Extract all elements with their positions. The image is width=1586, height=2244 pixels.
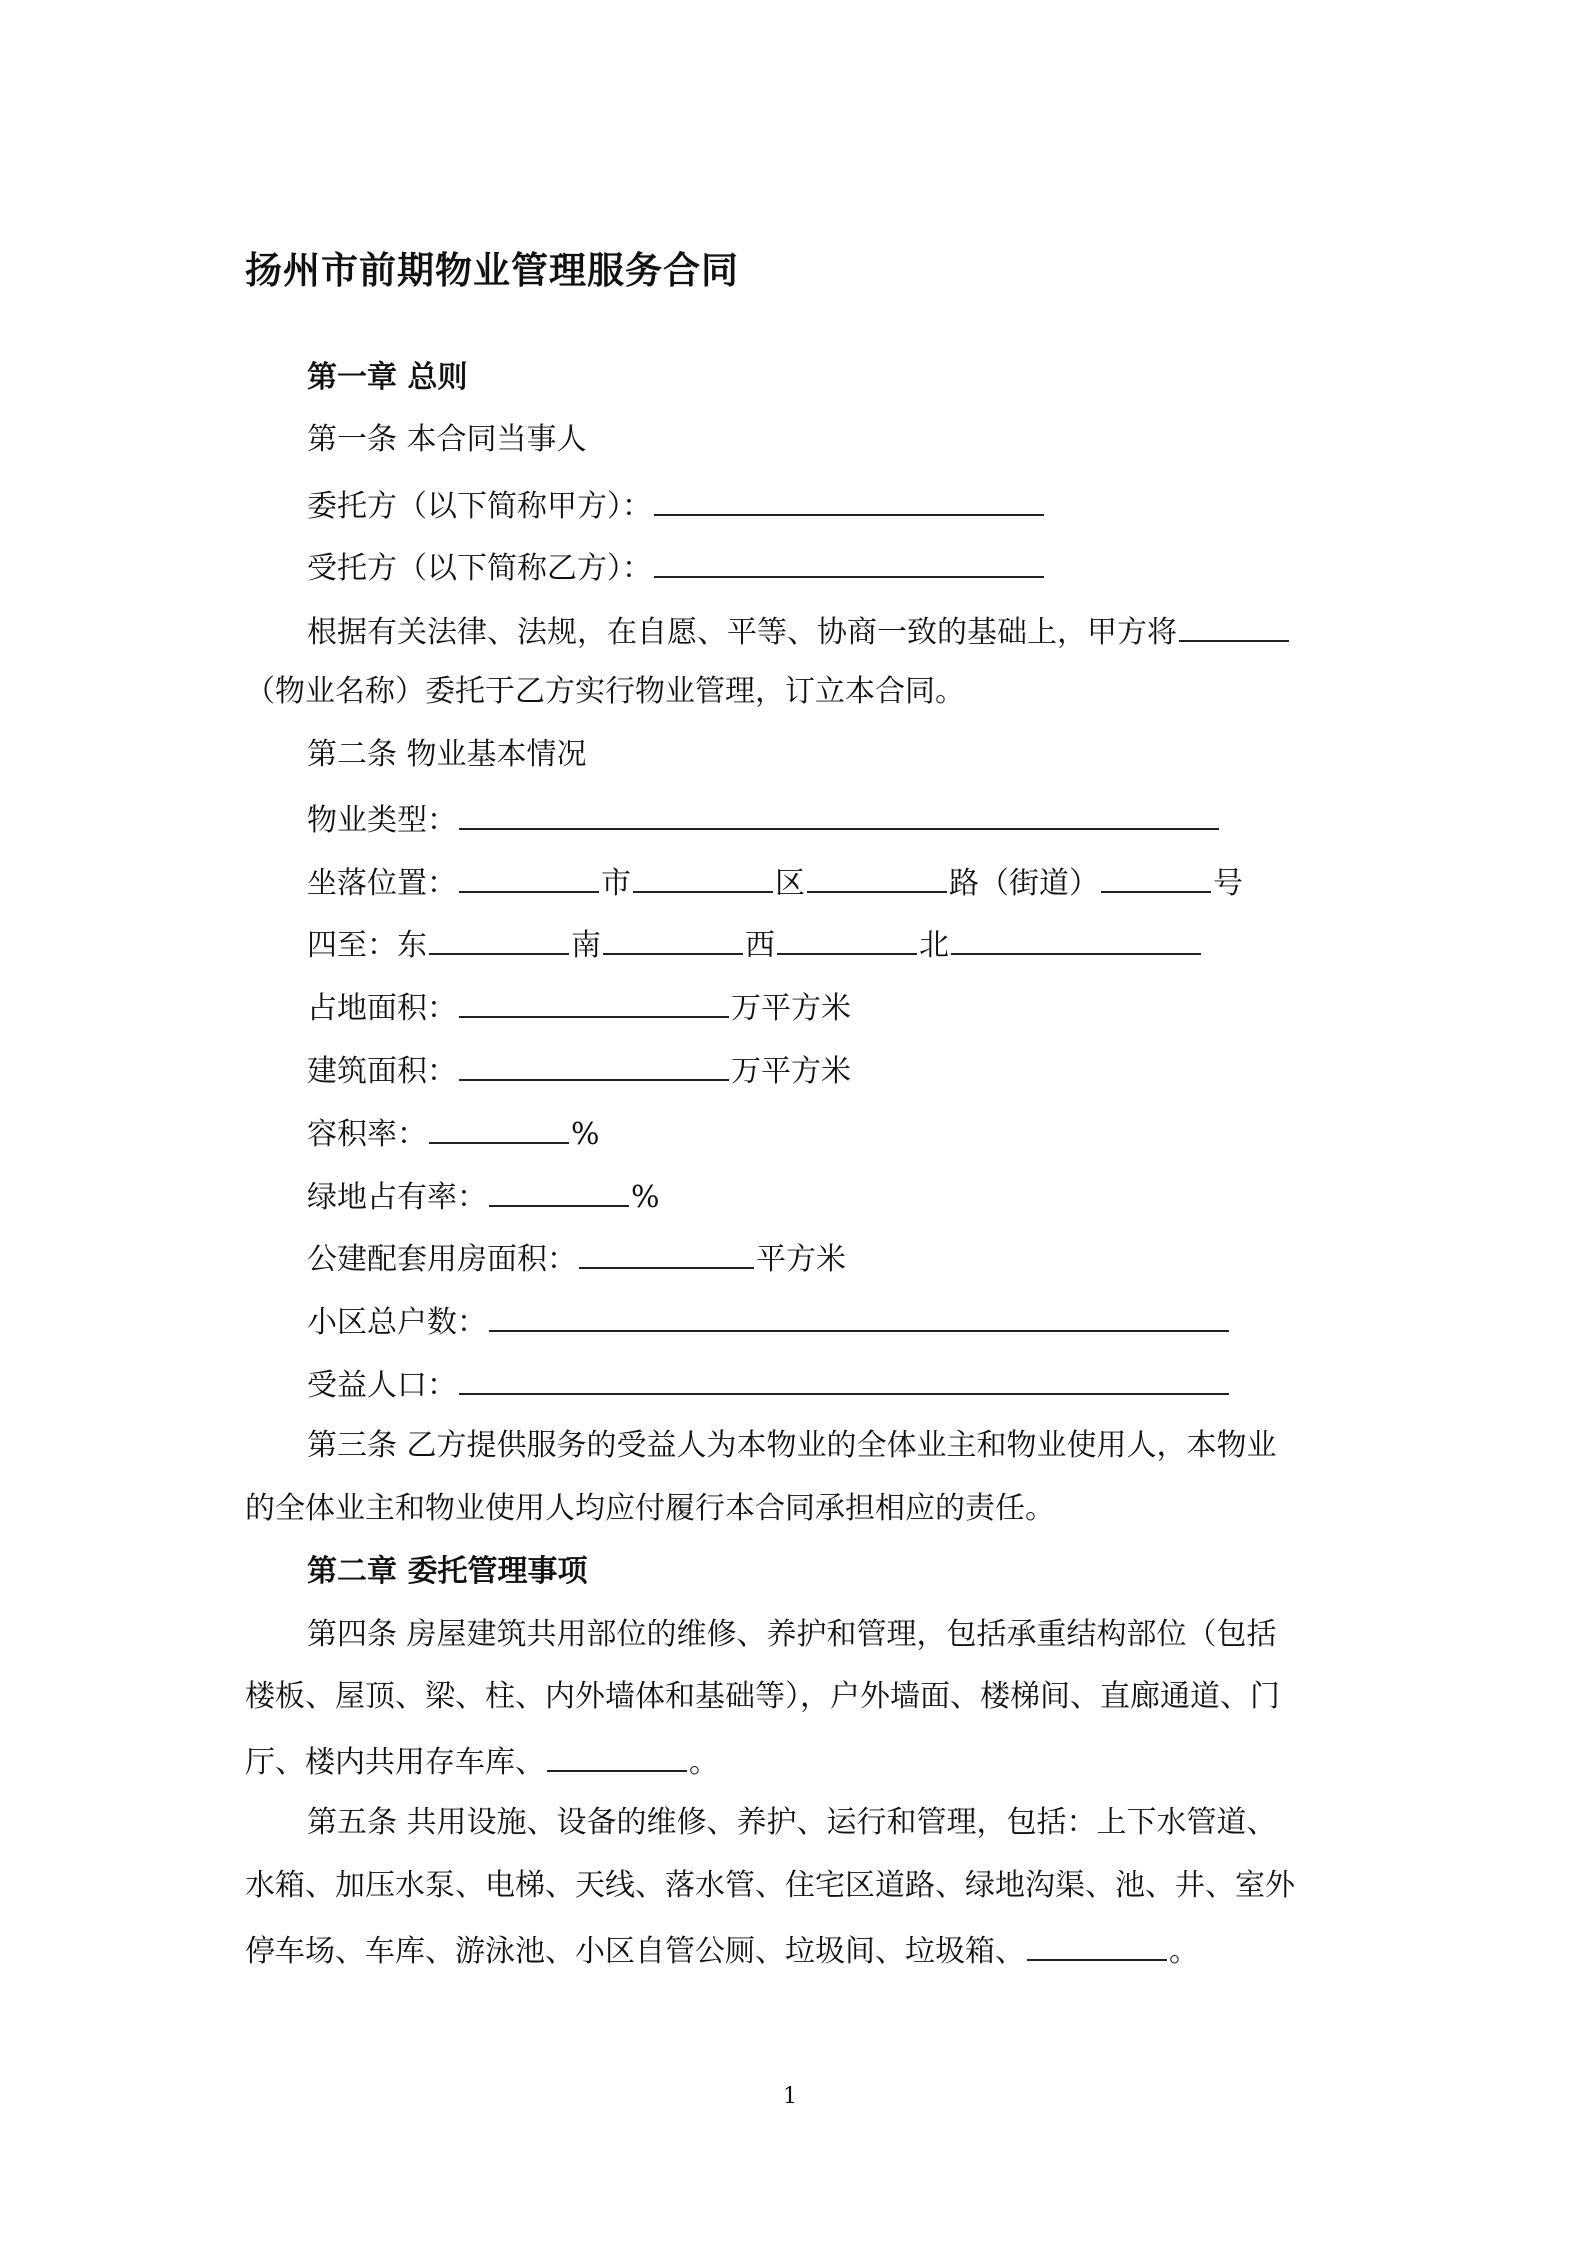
building-area-unit: 万平方米 xyxy=(731,1054,851,1089)
population-label: 受益人口： xyxy=(307,1368,457,1403)
article-3-line-1: 第三条 乙方提供服务的受益人为本物业的全体业主和物业使用人，本物业 xyxy=(307,1428,1277,1463)
public-area-blank[interactable] xyxy=(579,1237,754,1269)
article-4-period: 。 xyxy=(689,1745,719,1780)
party-a-line xyxy=(307,484,1046,527)
party-a-blank[interactable] xyxy=(654,484,1044,516)
population-blank[interactable] xyxy=(459,1363,1229,1395)
green-ratio-unit: % xyxy=(631,1180,660,1215)
party-b-line xyxy=(307,546,1046,589)
public-area-line xyxy=(307,1237,846,1280)
city-blank[interactable] xyxy=(459,861,599,893)
plot-ratio-blank[interactable] xyxy=(429,1112,569,1144)
property-type-label: 物业类型： xyxy=(307,803,457,838)
east-blank[interactable] xyxy=(429,923,569,955)
green-ratio-line xyxy=(307,1175,660,1218)
boundaries-east-label: 四至：东 xyxy=(307,928,427,963)
party-b-blank[interactable] xyxy=(654,546,1044,578)
party-b-label: 受托方（以下简称乙方）： xyxy=(307,551,652,586)
road-blank[interactable] xyxy=(807,861,947,893)
basis-line-2: （物业名称）委托于乙方实行物业管理，订立本合同。 xyxy=(245,674,965,709)
land-area-unit: 万平方米 xyxy=(731,991,851,1026)
article-4-line-2: 楼板、屋顶、梁、柱、内外墙体和基础等），户外墙面、楼梯间、直廊通道、门 xyxy=(245,1679,1280,1714)
plot-ratio-unit: % xyxy=(571,1117,600,1152)
article-5-line-3 xyxy=(245,1929,1199,1972)
district-blank[interactable] xyxy=(633,861,773,893)
document-title: 扬州市前期物业管理服务合同 xyxy=(245,249,739,292)
number-blank[interactable] xyxy=(1101,861,1211,893)
property-type-line xyxy=(307,798,1221,841)
land-area-line xyxy=(307,986,851,1029)
article-2-heading: 第二条 物业基本情况 xyxy=(307,737,587,772)
boundaries-line xyxy=(307,923,1203,966)
article-5-period: 。 xyxy=(1169,1934,1199,1969)
public-area-label: 公建配套用房面积： xyxy=(307,1242,577,1277)
location-label: 坐落位置： xyxy=(307,866,457,901)
article-4-text-3: 厅、楼内共用存车库、 xyxy=(245,1745,545,1780)
west-blank[interactable] xyxy=(777,923,917,955)
plot-ratio-label: 容积率： xyxy=(307,1117,427,1152)
article-4-blank[interactable] xyxy=(547,1740,687,1772)
property-type-blank[interactable] xyxy=(459,798,1219,830)
article-5-line-1: 第五条 共用设施、设备的维修、养护、运行和管理，包括：上下水管道、 xyxy=(307,1805,1277,1840)
green-ratio-blank[interactable] xyxy=(489,1175,629,1207)
building-area-label: 建筑面积： xyxy=(307,1054,457,1089)
article-5-text-3: 停车场、车库、游泳池、小区自管公厕、垃圾间、垃圾箱、 xyxy=(245,1934,1025,1969)
road-label: 路（街道） xyxy=(949,866,1099,901)
plot-ratio-line xyxy=(307,1112,600,1155)
article-1-heading: 第一条 本合同当事人 xyxy=(307,422,587,457)
south-label: 南 xyxy=(571,928,601,963)
land-area-label: 占地面积： xyxy=(307,991,457,1026)
article-3-line-2: 的全体业主和物业使用人均应付履行本合同承担相应的责任。 xyxy=(245,1491,1055,1526)
north-blank[interactable] xyxy=(951,923,1201,955)
chapter-1-heading: 第一章 总则 xyxy=(307,360,468,395)
south-blank[interactable] xyxy=(603,923,743,955)
chapter-2-heading: 第二章 委托管理事项 xyxy=(307,1554,588,1589)
households-line xyxy=(307,1300,1231,1343)
article-4-line-3 xyxy=(245,1740,719,1783)
land-area-blank[interactable] xyxy=(459,986,729,1018)
party-a-label: 委托方（以下简称甲方）： xyxy=(307,489,652,524)
city-label: 市 xyxy=(601,866,631,901)
building-area-line xyxy=(307,1049,851,1092)
households-label: 小区总户数： xyxy=(307,1305,487,1340)
green-ratio-label: 绿地占有率： xyxy=(307,1180,487,1215)
location-line xyxy=(307,861,1243,904)
building-area-blank[interactable] xyxy=(459,1049,729,1081)
north-label: 北 xyxy=(919,928,949,963)
number-label: 号 xyxy=(1213,866,1243,901)
district-label: 区 xyxy=(775,866,805,901)
west-label: 西 xyxy=(745,928,775,963)
basis-text-1: 根据有关法律、法规，在自愿、平等、协商一致的基础上，甲方将 xyxy=(307,615,1177,650)
page-number: 1 xyxy=(783,2084,797,2109)
article-5-line-2: 水箱、加压水泵、电梯、天线、落水管、住宅区道路、绿地沟渠、池、井、室外 xyxy=(245,1868,1295,1903)
article-5-blank[interactable] xyxy=(1027,1929,1167,1961)
article-4-line-1: 第四条 房屋建筑共用部位的维修、养护和管理，包括承重结构部位（包括 xyxy=(307,1617,1277,1652)
population-line xyxy=(307,1363,1231,1406)
public-area-unit: 平方米 xyxy=(756,1242,846,1277)
basis-line-1 xyxy=(307,610,1291,653)
property-name-blank[interactable] xyxy=(1179,610,1289,642)
households-blank[interactable] xyxy=(489,1300,1229,1332)
